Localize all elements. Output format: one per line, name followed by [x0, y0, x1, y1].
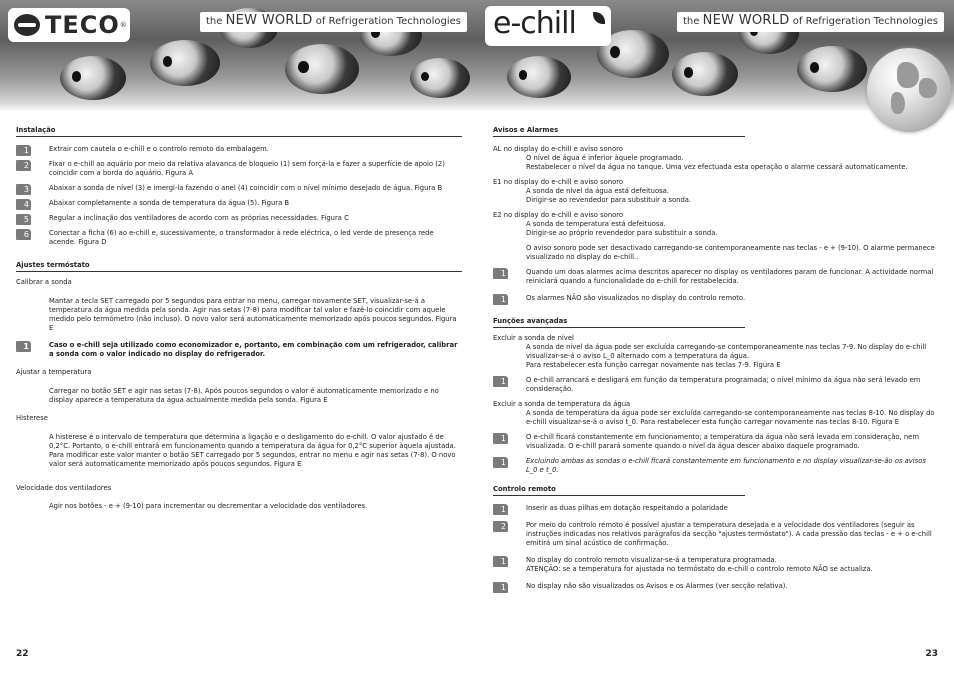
step-number-icon: 1	[16, 145, 31, 156]
teco-logo	[8, 8, 130, 42]
fish-image	[60, 56, 126, 100]
subsection-label: Excluir a sonda de nível	[493, 334, 574, 342]
globe-icon	[867, 48, 951, 132]
paragraph: A sonda de nível da água pode ser excluída carregando-se contemporaneamente nas teclas 7-9. No display do e-chill visualizar-se-á o aviso L_0 alternado com a temperatura da água.	[526, 343, 927, 360]
subsection-label: Velocidade dos ventiladores	[16, 484, 112, 492]
alarm-label: E2 no display do e-chill e aviso sonoro	[493, 211, 624, 219]
note-item	[493, 556, 939, 574]
right-content	[493, 126, 939, 591]
info-note-icon: 1	[493, 433, 508, 444]
step-text: Inserir as duas pilhas em dotação respeitando a polaridade	[526, 504, 728, 512]
tagline-big: NEW WORLD	[702, 13, 790, 28]
note-text: Quando um doas alarmes acima descritos aparecer no display os ventiladores param de funcionar. A actividade normal reiniciará quando a funcionalidade do e-chill for restabelecida.	[526, 268, 934, 285]
tagline-big: NEW WORLD	[225, 13, 313, 28]
subsection-label: Excluir a sonda de temperatura da água	[493, 400, 631, 408]
note-text: No display do controlo remoto visualizar-se-á a temperatura programada.	[526, 556, 777, 564]
step-text: Extrair com cautela o e-chill e o controlo remoto da embalagem.	[49, 145, 269, 153]
subsection-label: Calibrar a sonda	[16, 278, 72, 286]
note-text: Caso o e-chill seja utilizado como economizador e, portanto, em combinação com um refrigerador, calibrar a sonda com o valor indicado no display do refrigerador.	[49, 341, 458, 358]
step-number-icon: 6	[16, 229, 31, 240]
fish-image	[150, 40, 220, 86]
note-text: O e-chill arrancará e desligará em função da temperatura programada; o nível mínimo da água não será levado em consideração.	[526, 376, 921, 393]
paragraph: Mantar a tecla SET carregado por 5 segundos para entrar no menu, carregar novamente SET, visualizar-se-á a temperatura da água medida pela sonda. Agir nas setas (7-8) para modificar tal valor e fazê-lo coincidir com aquele medido pelo termómetro (não incluso). O novo valor será automaticamente memorizado após poucos segundos. Figura E	[49, 297, 457, 332]
teco-logo-text: TECO	[45, 11, 120, 39]
paragraph: O nível de água é inferior àquele programado.	[526, 154, 684, 162]
step-number-icon: 2	[16, 160, 31, 171]
note-text: No display não são visualizados os Avisos e os Alarmes (ver secção relativa).	[526, 582, 788, 590]
step-text: Conectar a ficha (6) ao e-chill e, sucessivamente, o transformador à rede eléctrica, o led verde de presença rede acende. Figura D	[49, 229, 434, 246]
fish-image	[410, 58, 470, 98]
echill-logo-text: e-chill	[493, 6, 576, 41]
step-text: Regular a inclinação dos ventiladores de acordo com as próprias necessidades. Figura C	[49, 214, 349, 222]
list-item	[493, 521, 939, 548]
page-right	[477, 0, 954, 677]
fish-image	[797, 46, 867, 92]
step-text: Por meio do controlo remoto é possível ajustar a temperatura desejada e a velocidade dos ventiladores (seguir as instruções indicadas nos relativos parágrafos da secção "ajustes termóstato"). A cada pressão das teclas - e + o e-chill emitirá um sinal acústico de confirmação.	[526, 521, 932, 547]
tagline-post: of Refrigeration Technologies	[792, 16, 938, 27]
note-item	[493, 457, 939, 475]
paragraph: Dirigir-se ao revendedor para substituir a sonda.	[526, 196, 692, 204]
header-banner-left	[0, 0, 477, 112]
info-note-icon: 1	[493, 376, 508, 387]
info-note-icon: 1	[493, 556, 508, 567]
step-number-icon: 2	[493, 521, 508, 532]
paragraph: O aviso sonoro pode ser desactivado carregando-se contemporaneamente nas teclas - e + (9-10). O alarme permanece visualizado no display do e-chill..	[526, 244, 935, 261]
teco-logo-mark	[14, 14, 40, 36]
subsection-label: Histerese	[16, 414, 48, 422]
note-item	[16, 341, 462, 359]
list-item	[16, 160, 462, 178]
list-item	[16, 145, 462, 154]
note-item	[493, 268, 939, 286]
paragraph: Dirigir-se ao próprio revendedor para substituir a sonda.	[526, 229, 718, 237]
list-item	[16, 214, 462, 223]
paragraph: Restabelecer o nível da água no tanque. Uma vez efectuada esta operação o alarme cessará automaticamente.	[526, 163, 908, 171]
section-title-funcoes: Funções avançadas	[493, 317, 745, 328]
page-number: 22	[16, 649, 29, 659]
section-title-avisos: Avisos e Alarmes	[493, 126, 745, 137]
section-title-controlo: Controlo remoto	[493, 485, 745, 496]
tagline-pre: the	[683, 16, 700, 27]
echill-logo	[485, 6, 611, 46]
registered-mark: ®	[119, 21, 127, 29]
step-number-icon: 4	[16, 199, 31, 210]
note-text: ATENÇÃO: se a temperatura for ajustada no termóstato do e-chill o controlo remoto NÃO se actualiza.	[526, 565, 873, 573]
note-text: O e-chill ficará constantemente em funcionamento; a temperatura da água não será levada em consideração, nem visualizada. O e-chill parará somente quando o nível da água descer abaixo daquele programado.	[526, 433, 919, 450]
step-number-icon: 1	[493, 504, 508, 515]
info-note-icon: 1	[16, 341, 31, 352]
header-tagline	[200, 12, 467, 32]
paragraph: A sonda de temperatura da água pode ser excluída carregando-se contemporaneamente nas teclas 8-10. No display do e-chill visualizar-se-á o aviso t_0. Para restabelecer esta função carregar novamente nas teclas 8-10. Figura E	[526, 409, 935, 426]
note-text: Excluindo ambas as sondas o e-chill ficará constantemente em funcionamento e no display visualizar-se-ão os avisos L_0 e t_0.	[526, 457, 926, 474]
list-item	[493, 504, 939, 513]
fish-image	[285, 44, 359, 94]
step-text: Abaixar completamente a sonda de temperatura da água (5). Figura B	[49, 199, 290, 207]
paragraph: A sonda de nível da água está defeituosa.	[526, 187, 669, 195]
page-number: 23	[925, 649, 938, 659]
left-content	[16, 126, 462, 511]
leaf-icon	[593, 12, 605, 24]
fish-image	[507, 56, 571, 98]
info-note-icon: 1	[493, 457, 508, 468]
info-note-icon: 1	[493, 582, 508, 593]
paragraph: Carregar no botão SET e agir nas setas (7-8). Após poucos segundos o valor é automaticamente memorizado e no display aparece a temperatura da água actualmente medida pela sonda. Figura E	[49, 387, 439, 404]
list-item	[16, 199, 462, 208]
paragraph: Agir nos botões - e + (9-10) para incrementar ou decrementar a velocidade dos ventiladores.	[49, 502, 368, 510]
step-number-icon: 3	[16, 184, 31, 195]
step-text: Abaixar a sonda de nível (3) e imergi-la fazendo o anel (4) coincidir com o nível mínimo desejado de água. Figura B	[49, 184, 443, 192]
section-title-instalacao: Instalação	[16, 126, 462, 137]
alarm-label: AL no display do e-chill e aviso sonoro	[493, 145, 623, 153]
section-title-ajustes: Ajustes termóstato	[16, 261, 462, 272]
step-number-icon: 5	[16, 214, 31, 225]
list-item	[16, 229, 462, 247]
info-note-icon: 1	[493, 294, 508, 305]
note-item	[493, 294, 939, 303]
note-item	[493, 376, 939, 394]
info-note-icon: 1	[493, 268, 508, 279]
list-item	[16, 184, 462, 193]
note-item	[493, 433, 939, 451]
note-item	[493, 582, 939, 591]
note-text: Os alarmes NÃO são visualizados no display do controlo remoto.	[526, 294, 746, 302]
paragraph: A histerese é o intervalo de temperatura que determina a ligação e o desligamento do e-chill. O valor ajustado é de 0,2°C. Portanto, o e-chill entrará em funcionamento quando a temperatura da água for 0,2°C superior àquela ajustada. Para modificar este valor manter o botão SET carregado por 5 segundos, entrar no menu e agir nas setas (7-8). O novo valor será automaticamente memorizado após poucos segundos. Figura E	[49, 433, 456, 468]
paragraph: A sonda de temperatura está defeituosa.	[526, 220, 666, 228]
subsection-label: Ajustar a temperatura	[16, 368, 92, 376]
alarm-label: E1 no display do e-chill e aviso sonoro	[493, 178, 624, 186]
paragraph: Para restabelecer esta função carregar novamente nas teclas 7-9. Figura E	[526, 361, 781, 369]
header-tagline	[677, 12, 944, 32]
step-text: Fixar o e-chill ao aquário por meio da relativa alavanca de bloqueio (1) sem forçá-la e fazer a superfície de apoio (2) coincidir com a borda do aquário. Figura A	[49, 160, 445, 177]
fish-image	[672, 52, 738, 96]
tagline-pre: the	[206, 16, 223, 27]
tagline-post: of Refrigeration Technologies	[315, 16, 461, 27]
